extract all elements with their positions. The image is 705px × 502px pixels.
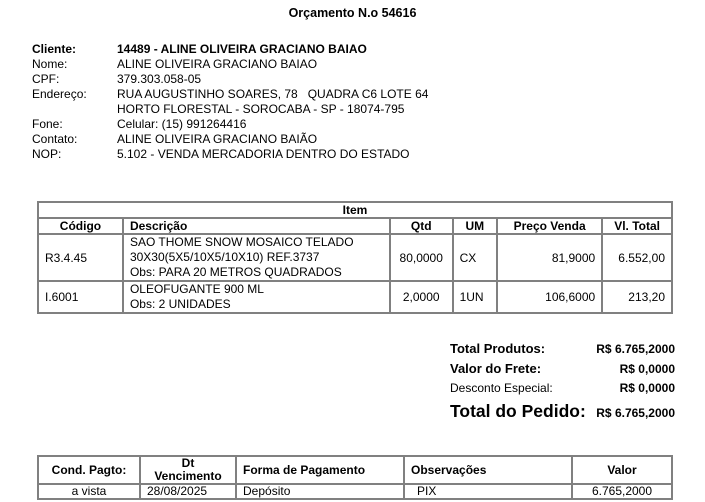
col-due-date: Dt Vencimento: [140, 456, 236, 484]
item-desc-line: 30X30(5X5/10X5/10X10) REF.3737: [129, 250, 320, 264]
col-qty: Qtd: [390, 218, 453, 234]
payment-method: Depósito: [236, 484, 404, 499]
col-method: Forma de Pagamento: [236, 456, 404, 484]
col-code: Código: [38, 218, 123, 234]
phone-row: [32, 117, 428, 132]
item-obs: Obs: 2 UNIDADES: [129, 297, 231, 311]
contact-value: ALINE OLIVEIRA GRACIANO BAIÃO: [117, 132, 318, 146]
col-value: Valor: [572, 456, 672, 484]
name-value: ALINE OLIVEIRA GRACIANO BAIAO: [117, 57, 318, 71]
item-qty: 2,0000: [390, 281, 453, 313]
col-total: Vl. Total: [602, 218, 672, 234]
col-obs: Observações: [404, 456, 572, 484]
item-price: 106,6000: [497, 281, 602, 313]
table-row: [38, 234, 672, 281]
payment-value: 6.765,2000: [572, 484, 672, 499]
total-products-label: Total Produtos:: [450, 341, 546, 356]
address-row-2: [32, 102, 428, 117]
item-um: CX: [453, 234, 497, 281]
contact-row: [32, 132, 428, 147]
items-group-header-row: [38, 202, 672, 218]
item-desc-line: SAO THOME SNOW MOSAICO TELADO: [129, 235, 354, 249]
address-label: Endereço:: [32, 87, 87, 101]
item-price: 81,9000: [497, 234, 602, 281]
items-table: [37, 201, 673, 314]
totals-block: [450, 341, 675, 422]
page-title: Orçamento N.o 54616: [288, 6, 417, 20]
col-price: Preço Venda: [497, 218, 602, 234]
nop-value: 5.102 - VENDA MERCADORIA DENTRO DO ESTADO: [117, 147, 410, 161]
client-info: [32, 42, 428, 162]
contact-label: Contato:: [32, 132, 78, 146]
total-products-row: [450, 341, 675, 361]
client-value: 14489 - ALINE OLIVEIRA GRACIANO BAIAO: [117, 42, 367, 56]
total-products-value: R$ 6.765,2000: [596, 342, 675, 356]
col-cond: Cond. Pagto:: [38, 456, 140, 484]
address-row: [32, 87, 428, 102]
item-desc-line: OLEOFUGANTE 900 ML: [129, 282, 264, 296]
table-row: [38, 484, 672, 499]
freight-value: R$ 0,0000: [619, 362, 675, 376]
address-line2: HORTO FLORESTAL - SOROCABA - SP - 18074-795: [117, 102, 405, 116]
item-description: [123, 234, 390, 281]
cpf-label: CPF:: [32, 72, 60, 86]
payment-table: [37, 455, 673, 500]
name-row: [32, 57, 428, 72]
payment-cond: a vista: [38, 484, 140, 499]
address-line1: RUA AUGUSTINHO SOARES, 78 QUADRA C6 LOTE 64: [117, 87, 429, 101]
col-um: UM: [453, 218, 497, 234]
freight-row: [450, 361, 675, 381]
client-label: Cliente:: [32, 42, 77, 56]
item-description: [123, 281, 390, 313]
discount-value: R$ 0,0000: [619, 381, 675, 395]
items-header-row: [38, 218, 672, 234]
freight-label: Valor do Frete:: [450, 361, 542, 376]
discount-label: Desconto Especial:: [450, 381, 553, 395]
item-total: 213,20: [602, 281, 672, 313]
order-total-row: [450, 401, 675, 422]
client-row: [32, 42, 428, 57]
item-code: I.6001: [38, 281, 123, 313]
item-total: 6.552,00: [602, 234, 672, 281]
items-group-header: Item: [38, 202, 672, 218]
payment-due-date: 28/08/2025: [140, 484, 236, 499]
nop-row: [32, 147, 428, 162]
nop-label: NOP:: [32, 147, 62, 161]
phone-label: Fone:: [32, 117, 63, 131]
payment-header-row: [38, 456, 672, 484]
discount-row: [450, 381, 675, 401]
order-total-label: Total do Pedido:: [450, 401, 586, 421]
order-total-value: R$ 6.765,2000: [596, 406, 675, 420]
col-description: Descrição: [123, 218, 390, 234]
table-row: [38, 281, 672, 313]
item-qty: 80,0000: [390, 234, 453, 281]
cpf-row: [32, 72, 428, 87]
payment-obs: PIX: [404, 484, 572, 499]
item-um: 1UN: [453, 281, 497, 313]
name-label: Nome:: [32, 57, 68, 71]
item-code: R3.4.45: [38, 234, 123, 281]
phone-value: Celular: (15) 991264416: [117, 117, 247, 131]
address-label-empty: [32, 102, 117, 117]
cpf-value: 379.303.058-05: [117, 72, 202, 86]
item-obs: Obs: PARA 20 METROS QUADRADOS: [129, 265, 342, 279]
